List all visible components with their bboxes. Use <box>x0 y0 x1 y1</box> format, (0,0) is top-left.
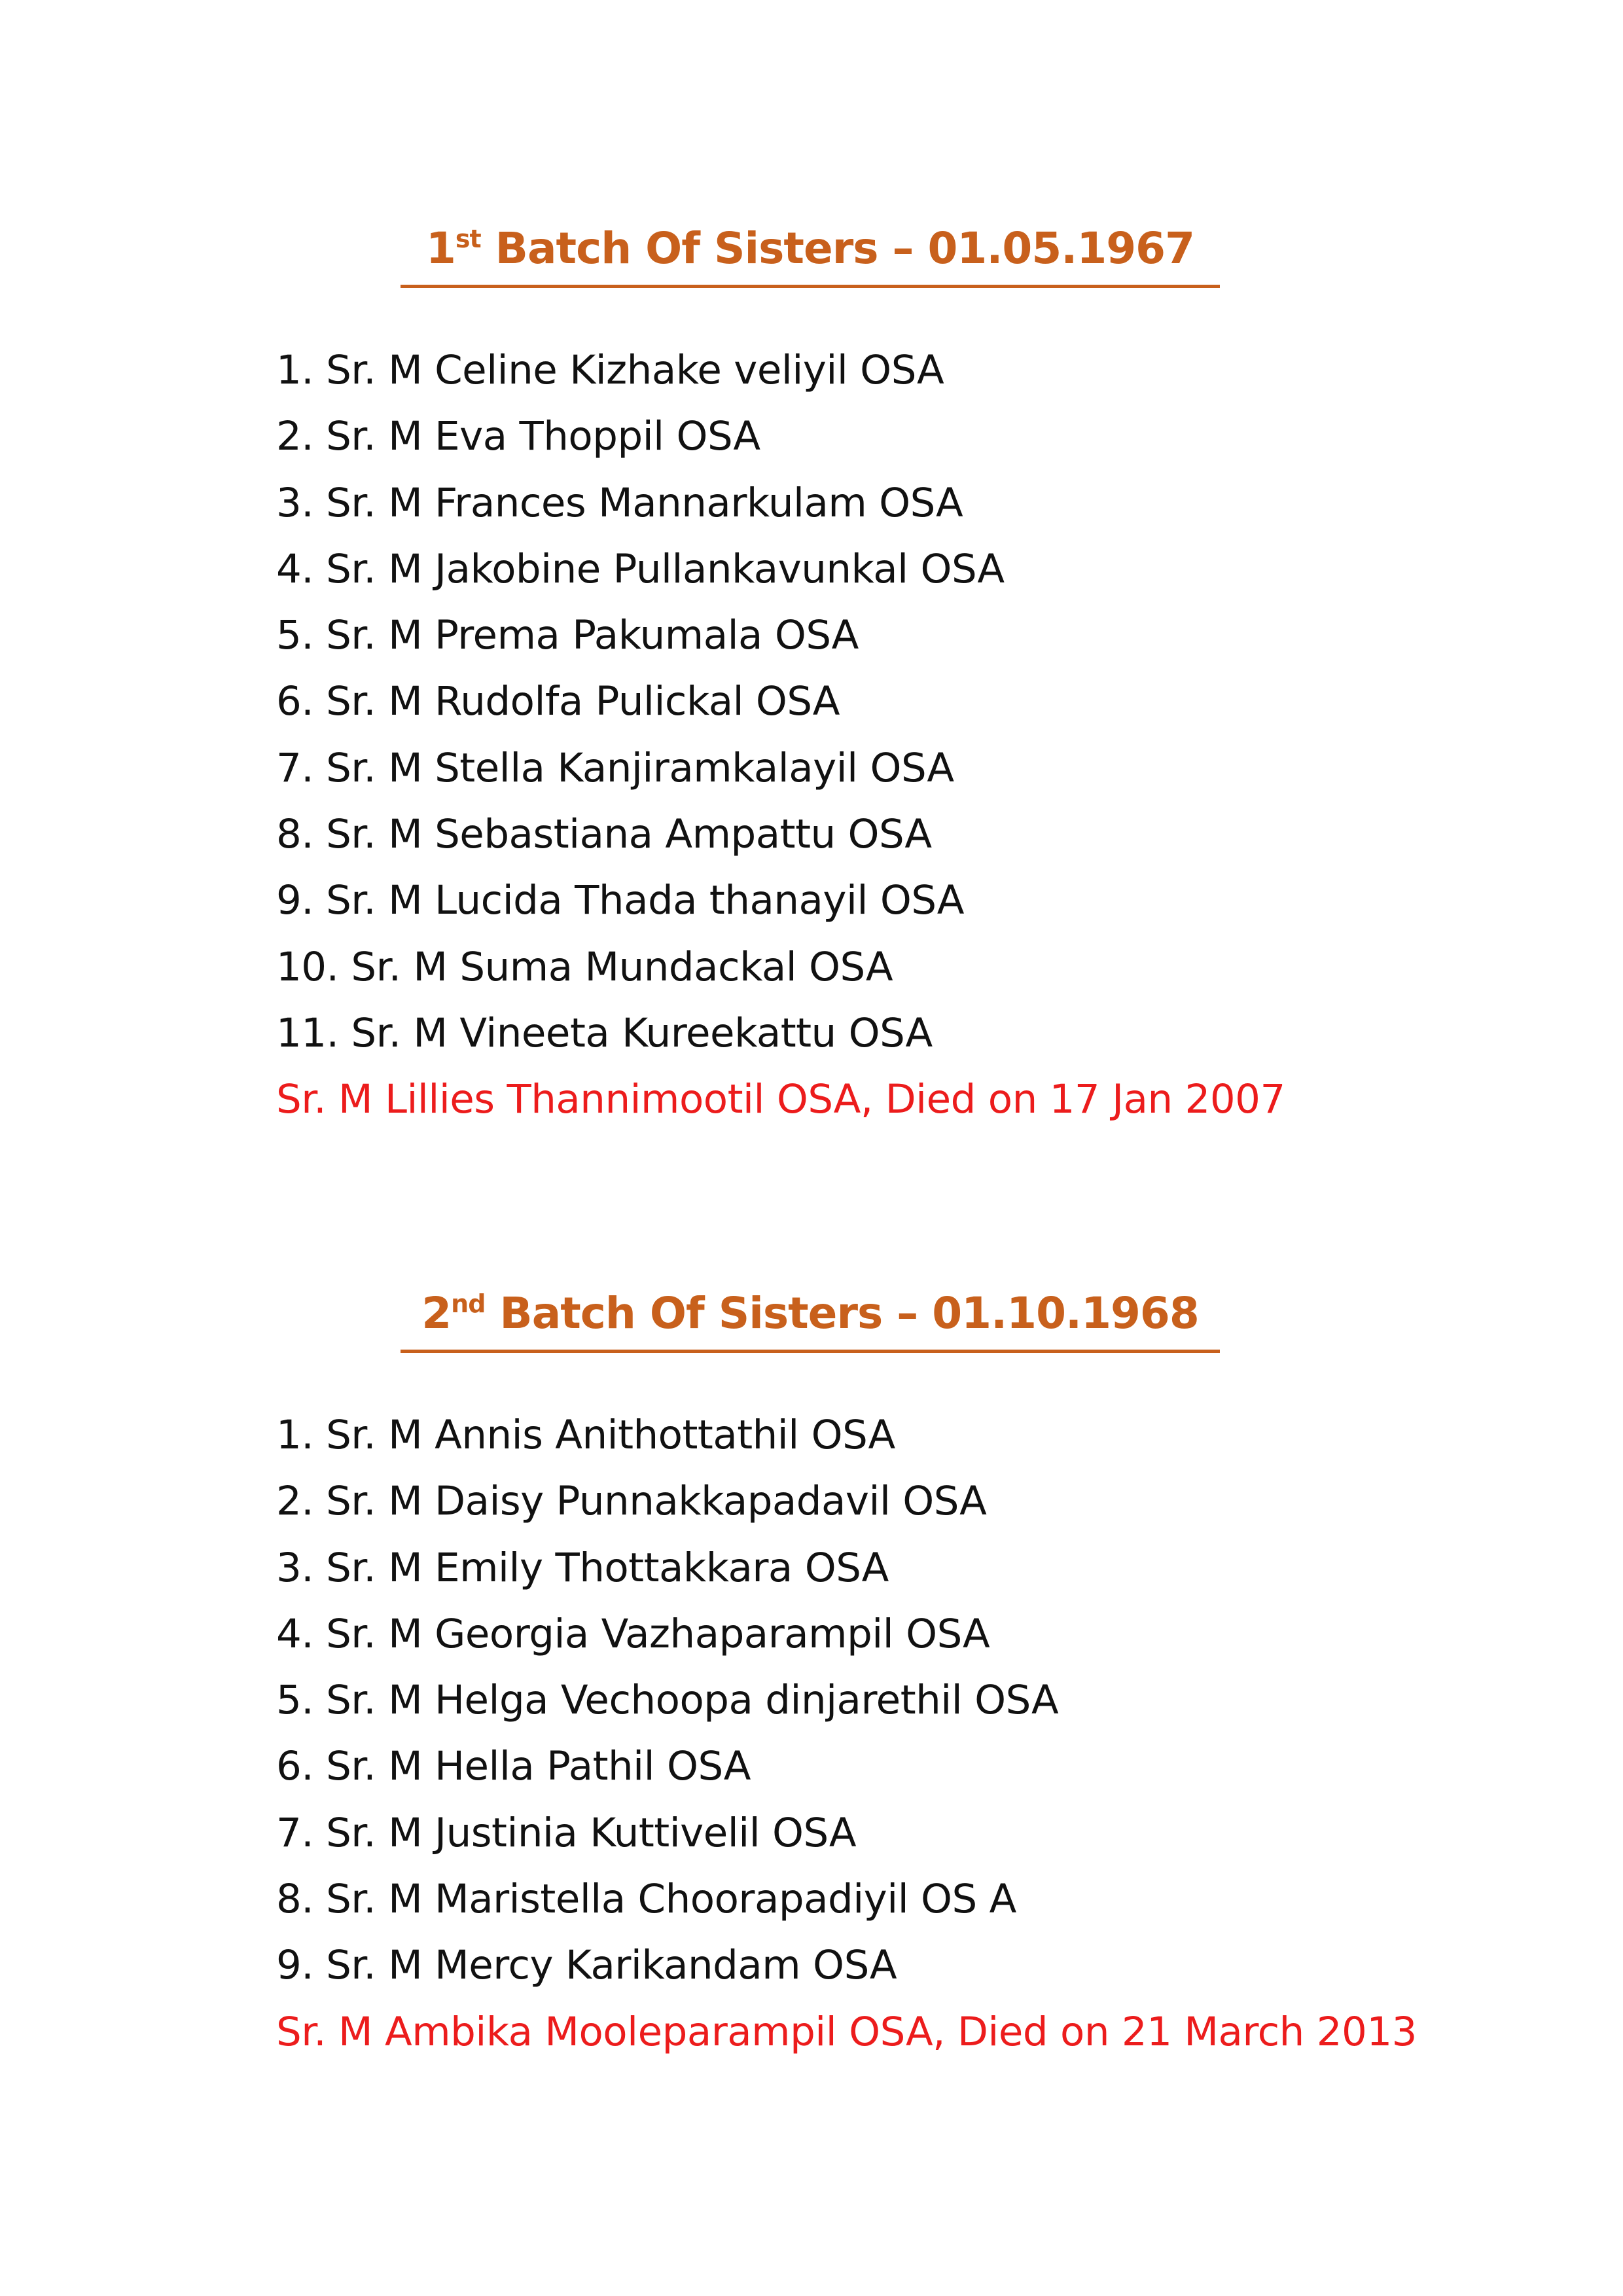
list-item: 3. Sr. M Emily Thottakkara OSA <box>276 1544 889 1591</box>
batch-2-list <box>276 1402 1417 2065</box>
batch-2-heading-text: Batch Of Sisters – 01.10.1968 <box>485 1288 1199 1338</box>
batch-1-list <box>276 337 1285 1133</box>
list-item: 10. Sr. M Suma Mundackal OSA <box>276 943 893 990</box>
batch-1-heading-text: Batch Of Sisters – 01.05.1967 <box>480 223 1195 274</box>
list-item: 3. Sr. M Frances Mannarkulam OSA <box>276 479 963 526</box>
list-item: 7. Sr. M Stella Kanjiramkalayil OSA <box>276 744 954 791</box>
batch-2-heading <box>421 1278 1199 1350</box>
batch-1-heading-suffix: st <box>455 224 481 253</box>
batch-2-heading-suffix: nd <box>451 1289 486 1318</box>
list-item: 9. Sr. M Mercy Karikandam OSA <box>276 1942 897 1989</box>
batch-2-heading-ordinal: 2 <box>421 1288 452 1338</box>
list-item: 2. Sr. M Eva Thoppil OSA <box>276 413 760 460</box>
list-item: 6. Sr. M Rudolfa Pulickal OSA <box>276 678 840 725</box>
list-item: 7. Sr. M Justinia Kuttivelil OSA <box>276 1809 857 1856</box>
list-item: 11. Sr. M Vineeta Kureekattu OSA <box>276 1009 933 1056</box>
batch-1-heading-ordinal: 1 <box>425 223 455 274</box>
batch-1-heading-underline <box>401 213 1220 288</box>
list-item: 4. Sr. M Jakobine Pullankavunkal OSA <box>276 545 1005 592</box>
batch-1-heading <box>426 213 1194 285</box>
list-item: 6. Sr. M Hella Pathil OSA <box>276 1743 751 1790</box>
list-item: 2. Sr. M Daisy Punnakkapadavil OSA <box>276 1478 987 1525</box>
list-item: 8. Sr. M Maristella Choorapadiyil OS A <box>276 1876 1016 1923</box>
list-item: 4. Sr. M Georgia Vazhaparampil OSA <box>276 1610 990 1657</box>
list-item: 5. Sr. M Helga Vechoopa dinjarethil OSA <box>276 1677 1059 1724</box>
batch-2-heading-underline <box>401 1278 1220 1353</box>
deceased-note: Sr. M Lillies Thannimootil OSA, Died on 17 Jan 2007 <box>276 1076 1285 1123</box>
list-item: 9. Sr. M Lucida Thada thanayil OSA <box>276 877 964 924</box>
list-item: 1. Sr. M Annis Anithottathil OSA <box>276 1412 895 1458</box>
deceased-note: Sr. M Ambika Mooleparampil OSA, Died on 21 March 2013 <box>276 2008 1417 2055</box>
list-item: 1. Sr. M Celine Kizhake veliyil OSA <box>276 347 944 393</box>
list-item: 5. Sr. M Prema Pakumala OSA <box>276 612 859 659</box>
list-item: 8. Sr. M Sebastiana Ampattu OSA <box>276 811 932 858</box>
